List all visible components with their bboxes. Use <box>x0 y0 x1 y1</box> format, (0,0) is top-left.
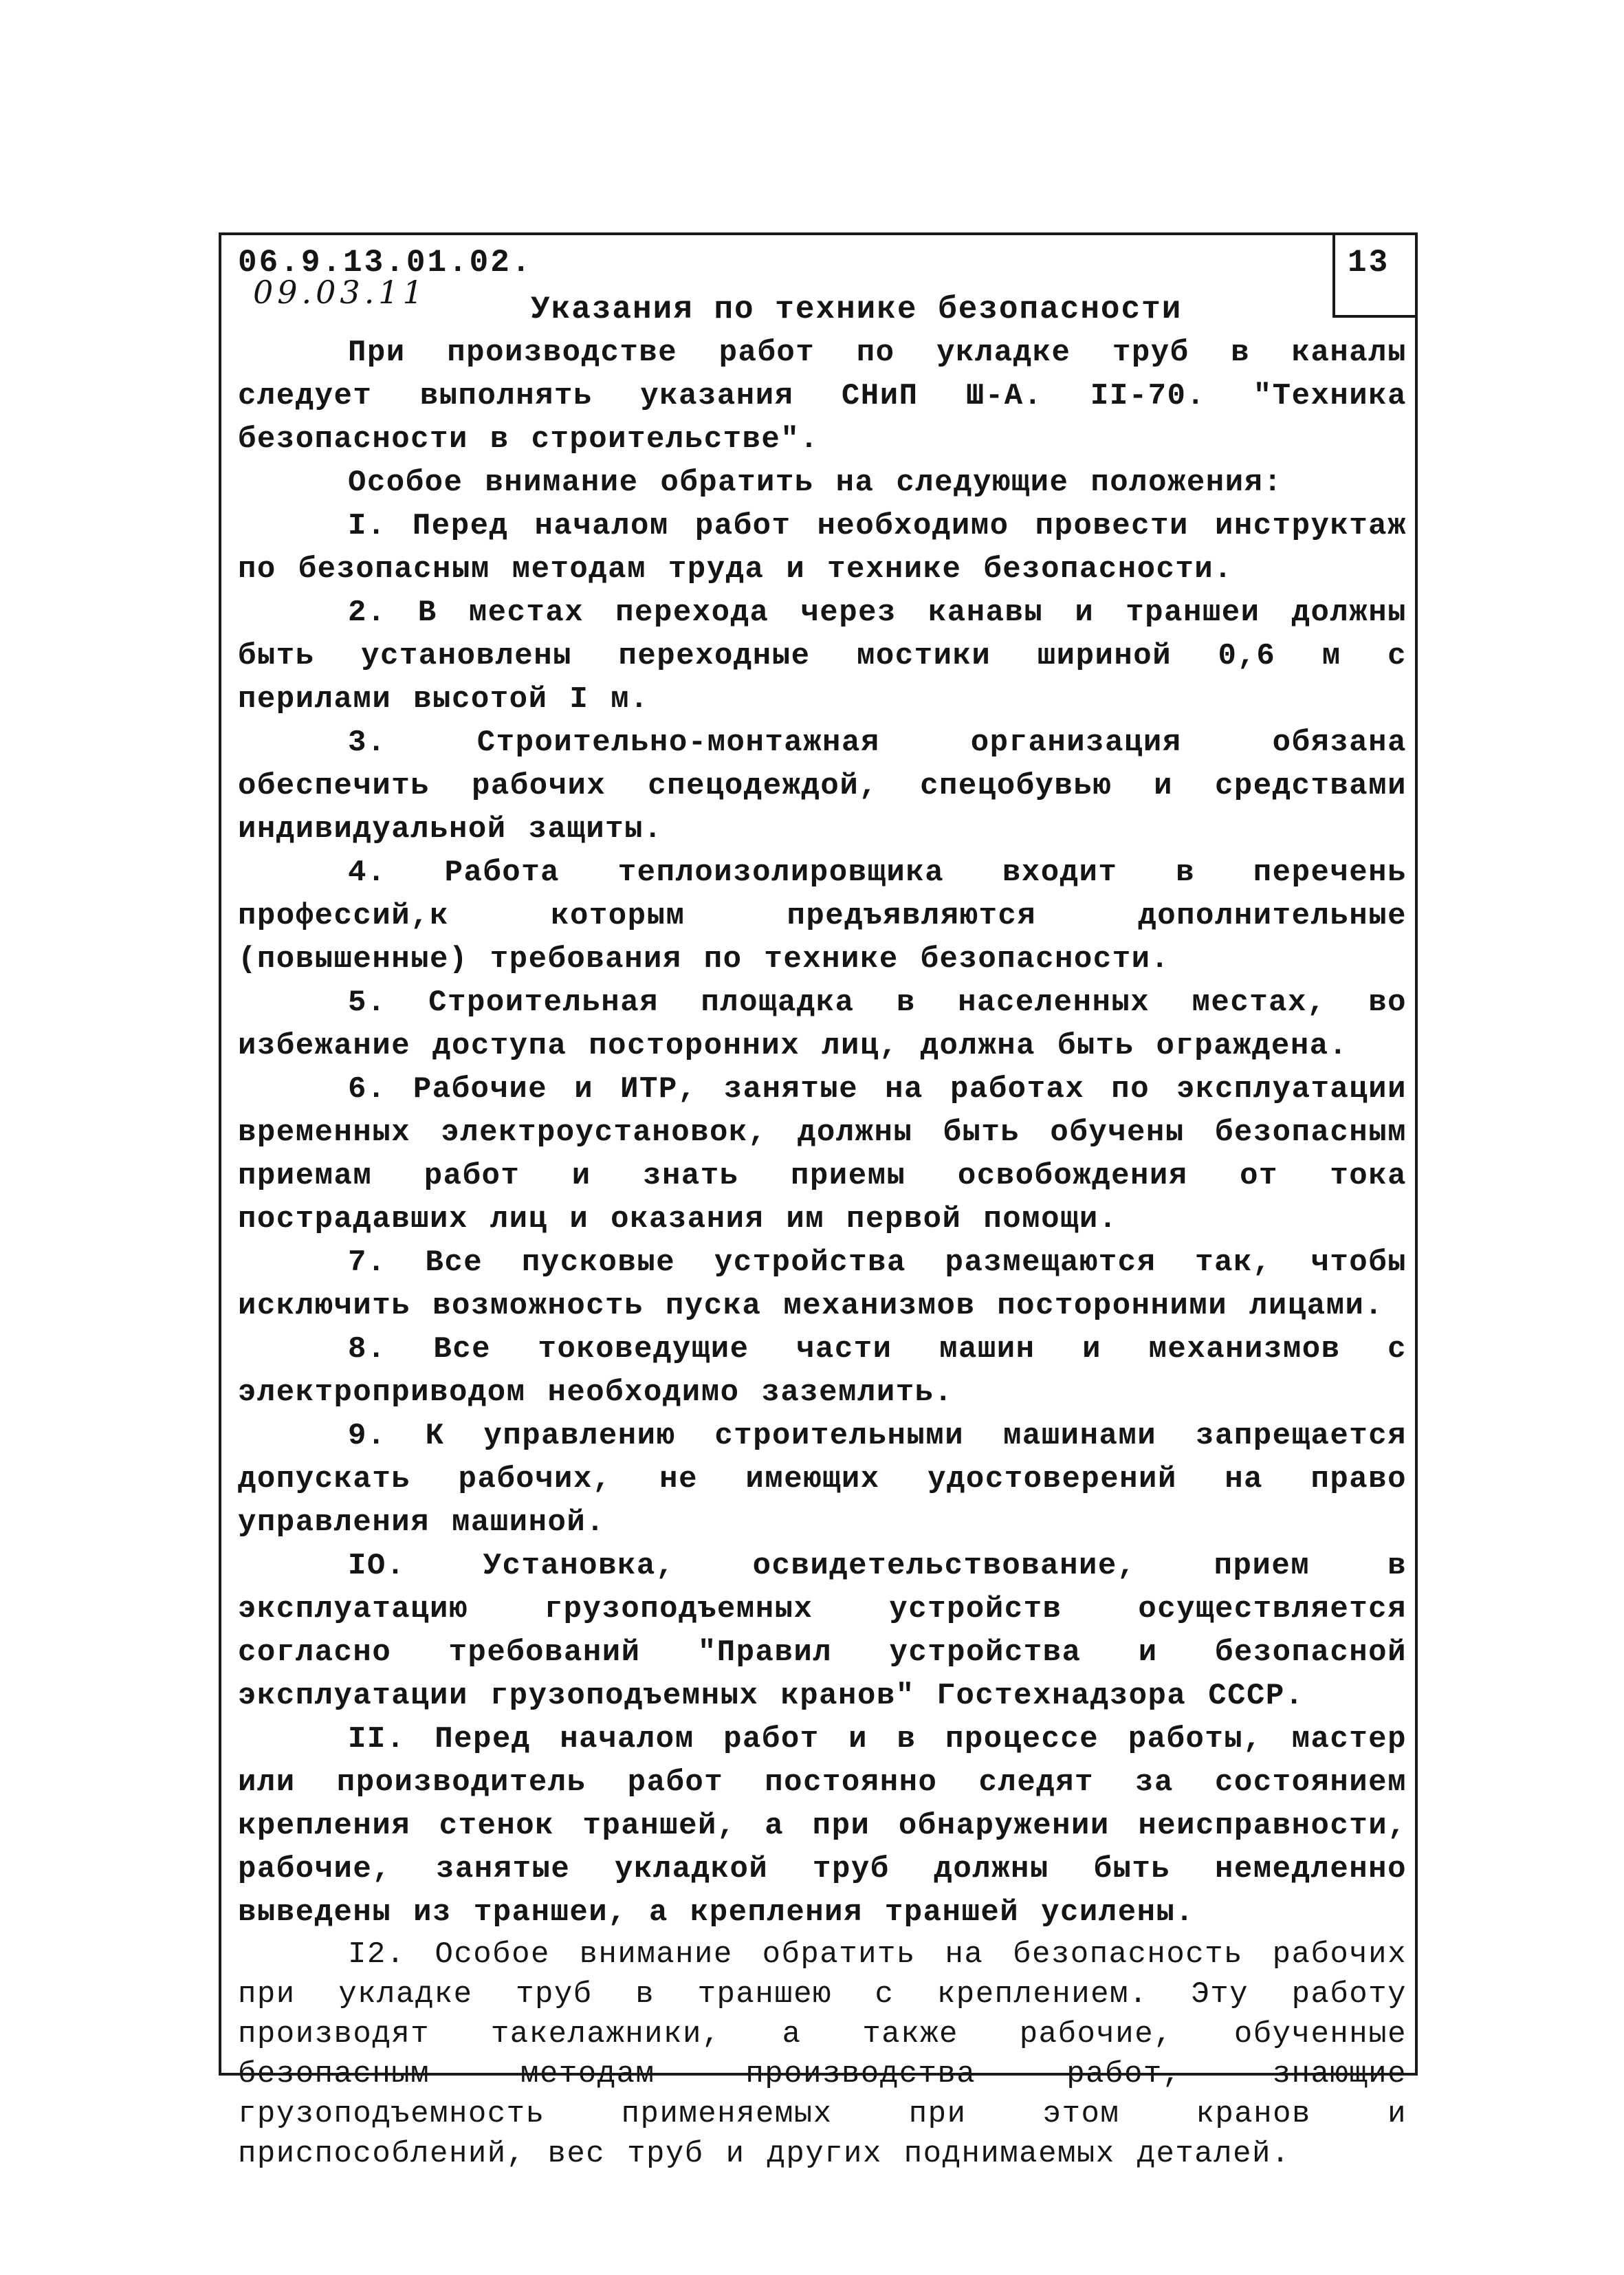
document-code: 06.9.13.01.02. <box>238 245 533 281</box>
paragraph-item-12: I2. Особое внимание обратить на безопасность рабочих при укладке труб в траншею с креплением. Эту работу производят такелажники, а также рабочие, обученные безопасным методам производства работ, знающие грузоподъемность применяемых при этом кранов и приспособлений, вес труб и других поднимаемых деталей. <box>238 1937 1407 2171</box>
paragraph-item-9: 9. К управлению строительными машинами запрещается допускать рабочих, не имеющих удостоверений на право управления машиной. <box>238 1419 1407 1540</box>
paragraph-item-2: 2. В местах перехода через канавы и траншеи должны быть установлены переходные мостики шириной 0,6 м с перилами высотой I м. <box>238 596 1407 717</box>
paragraph-item-11: II. Перед началом работ и в процессе работы, мастер или производитель работ постоянно следят за состоянием крепления стенок траншей, а при обнаружении неисправности, рабочие, занятые укладкой труб должны быть немедленно выведены из траншеи, а крепления траншей усилены. <box>238 1722 1407 1930</box>
paragraph-item-5: 5. Строительная площадка в населенных местах, во избежание доступа посторонних лиц, должна быть ограждена. <box>238 986 1407 1063</box>
paragraph-item-1: I. Перед началом работ необходимо провести инструктаж по безопасным методам труда и технике безопасности. <box>238 509 1407 587</box>
paragraph-item-3: 3. Строительно-монтажная организация обязана обеспечить рабочих спецодеждой, спецобувью и средствами индивидуальной защиты. <box>238 726 1407 847</box>
document-body <box>238 331 1407 2174</box>
paragraph-item-8: 8. Все токоведущие части машин и механизмов с электроприводом необходимо заземлить. <box>238 1332 1407 1410</box>
paragraph-intro: При производстве работ по укладке труб в каналы следует выполнять указания СНиП Ш-А. II-70. "Техника безопасности в строительстве". <box>238 336 1407 457</box>
paragraph-item-6: 6. Рабочие и ИТР, занятые на работах по эксплуатации временных электроустановок, должны быть обучены безопасным приемам работ и знать приемы освобождения от тока пострадавших лиц и оказания им первой помощи. <box>238 1072 1407 1237</box>
paragraph-attention: Особое внимание обратить на следующие положения: <box>348 466 1283 500</box>
paragraph-item-10: IO. Установка, освидетельствование, прием в эксплуатацию грузоподъемных устройств осуществляется согласно требований "Правил устройства и безопасной эксплуатации грузоподъемных кранов" Гостехнадзора СССР. <box>238 1549 1407 1713</box>
paragraph-item-7: 7. Все пусковые устройства размещаются так, чтобы исключить возможность пуска механизмов посторонними лицами. <box>238 1245 1407 1323</box>
section-title: Указания по технике безопасности <box>531 292 1183 327</box>
paragraph-item-4: 4. Работа теплоизолировщика входит в перечень профессий,к которым предъявляются дополнительные (повышенные) требования по технике безопасности. <box>238 856 1407 977</box>
page-number: 13 <box>1348 245 1390 281</box>
handwritten-date: 09.03.11 <box>253 274 427 311</box>
